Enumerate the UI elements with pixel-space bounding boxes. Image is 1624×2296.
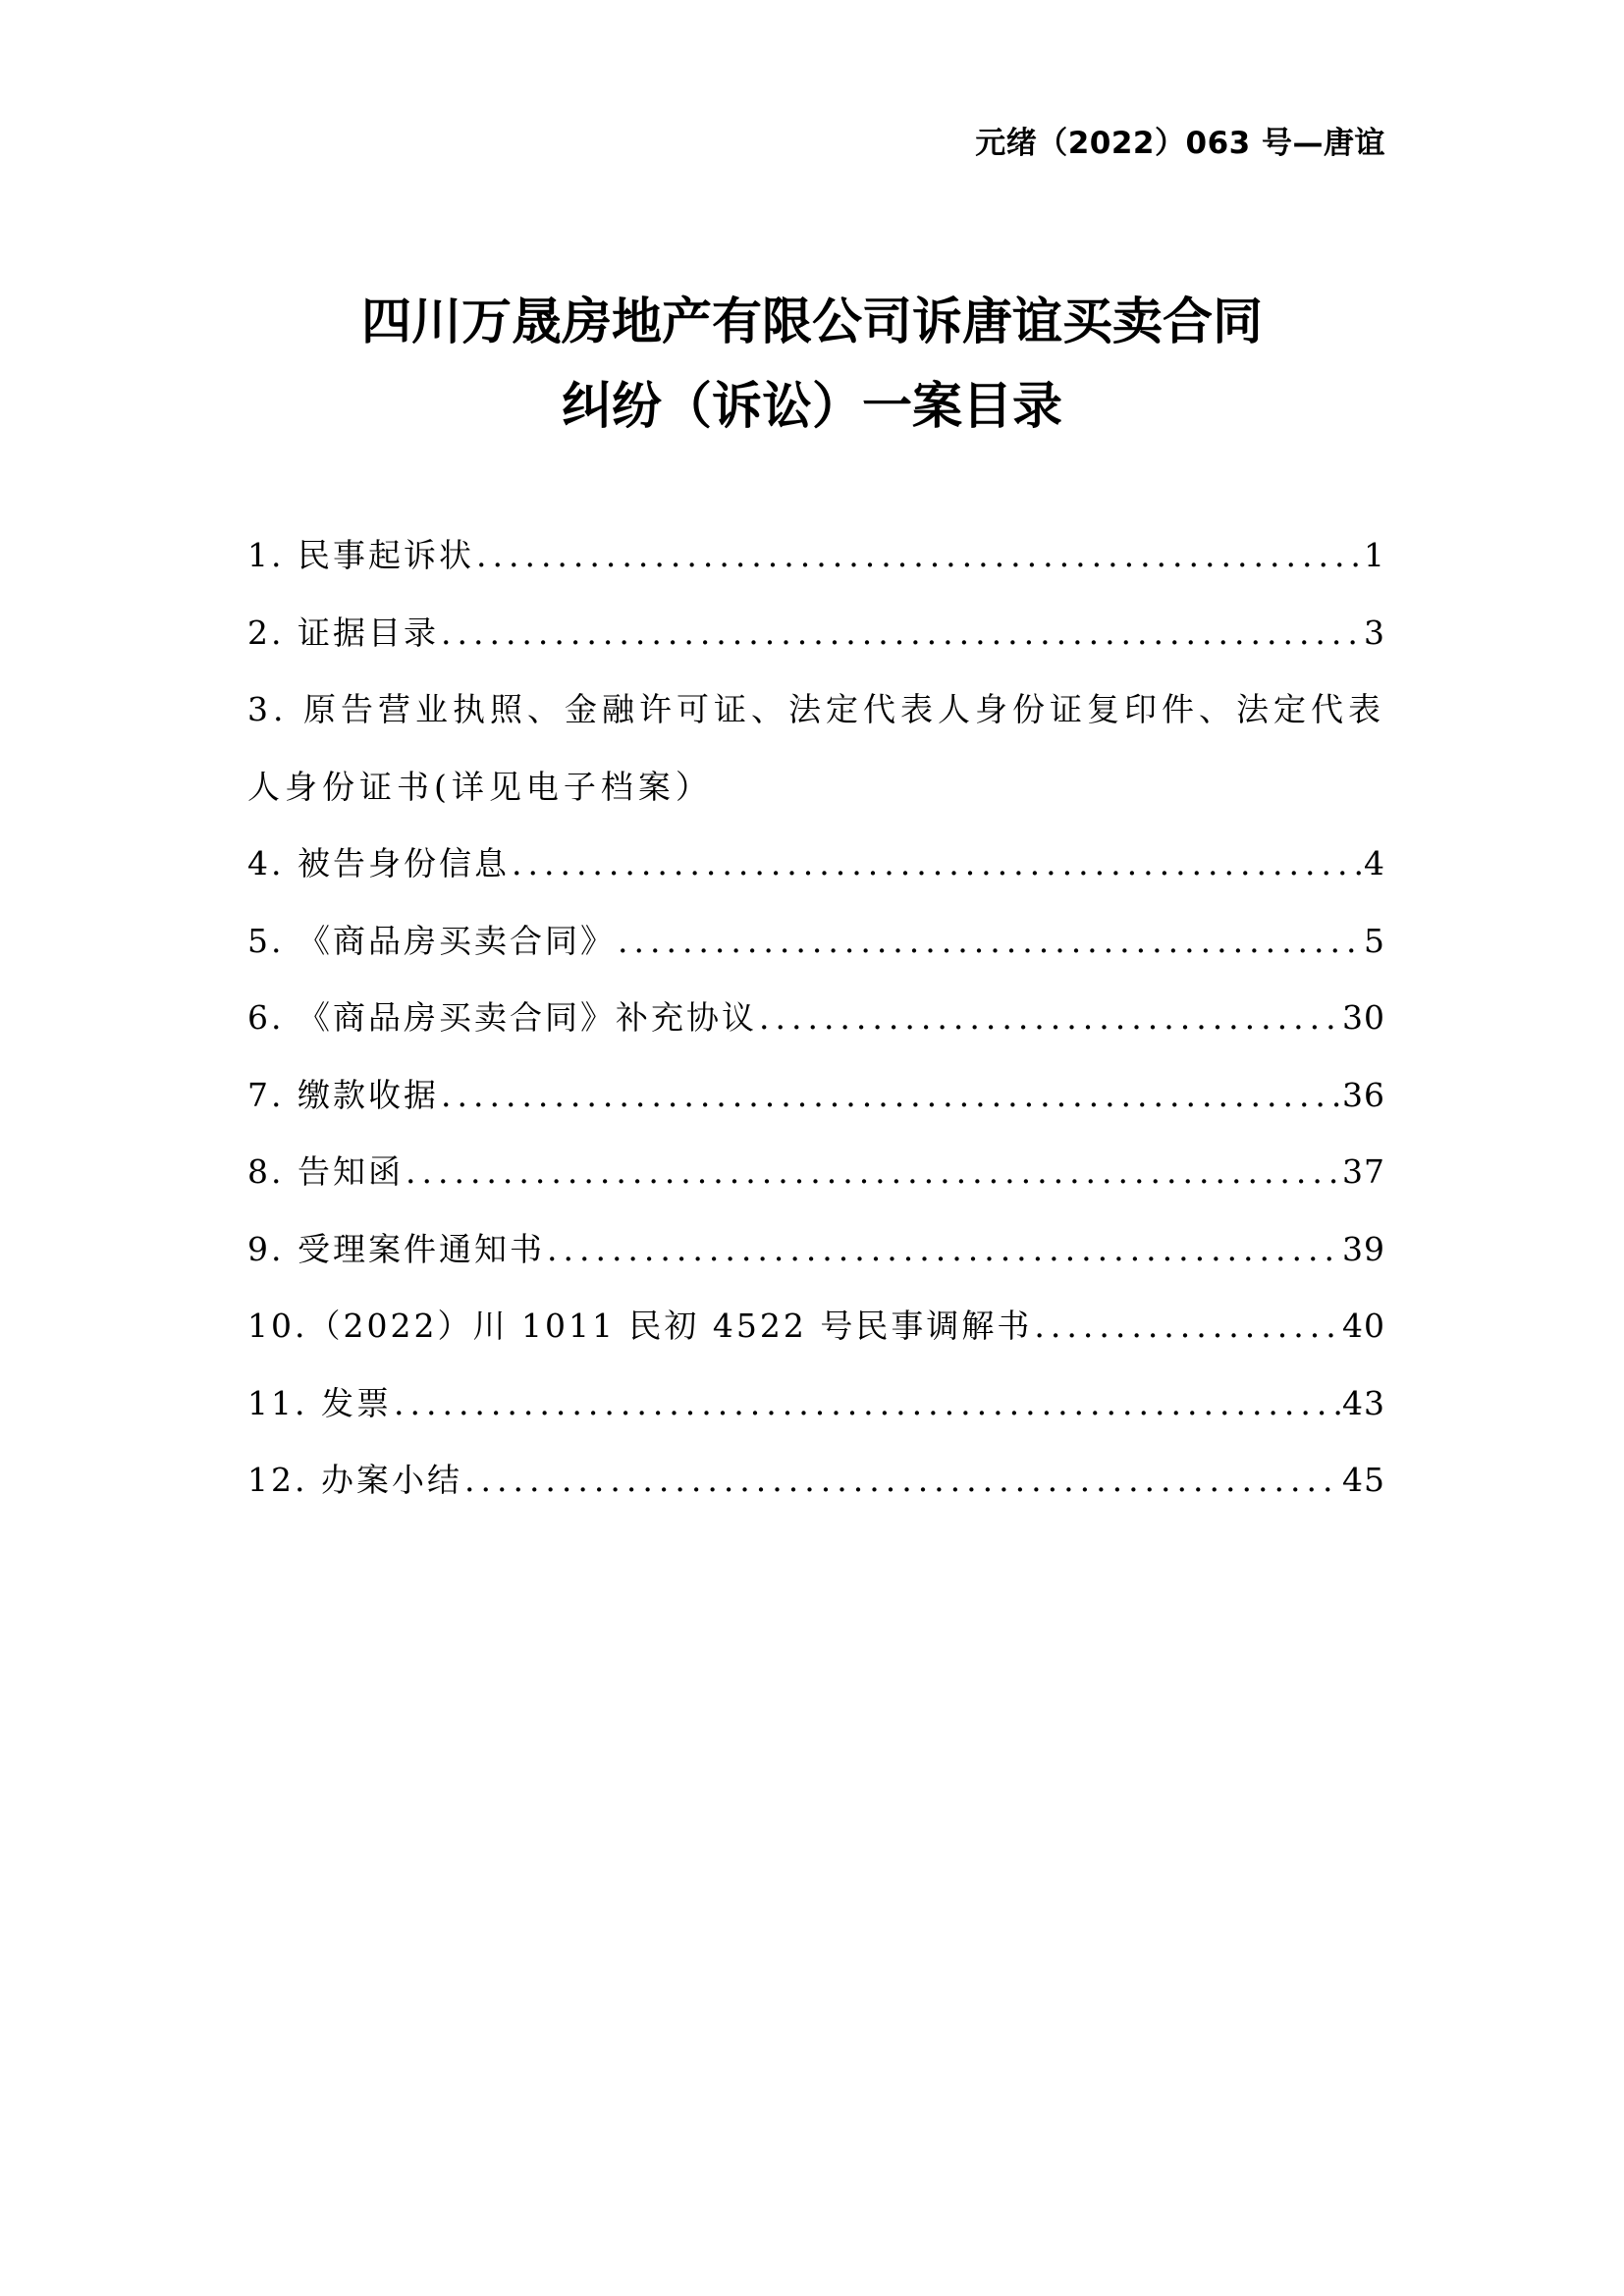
dot-leader <box>759 980 1340 1057</box>
dot-leader <box>406 1134 1340 1211</box>
toc-item-page: 37 <box>1342 1152 1385 1191</box>
toc-item-page: 40 <box>1342 1307 1385 1345</box>
title-line-2: 纠纷（诉讼）一案目录 <box>561 378 1062 436</box>
dot-leader <box>512 826 1362 903</box>
toc-item-page: 3 <box>1364 613 1385 652</box>
toc-item-12 <box>247 1442 1385 1520</box>
toc-item-label: 9. 受理案件通知书 <box>247 1229 545 1268</box>
toc-item-label: 1. 民事起诉状 <box>247 536 474 574</box>
toc-item-label: 4. 被告身份信息 <box>247 844 510 882</box>
document-title <box>0 281 1624 450</box>
toc-item-page: 36 <box>1342 1075 1385 1114</box>
toc-item-3 <box>247 671 1385 826</box>
toc-item-label: 8. 告知函 <box>247 1152 404 1191</box>
dot-leader <box>441 595 1362 672</box>
dot-leader <box>476 517 1362 595</box>
toc-item-8 <box>247 1134 1385 1211</box>
dot-leader <box>547 1211 1340 1289</box>
table-of-contents <box>247 517 1385 1520</box>
toc-item-7 <box>247 1057 1385 1135</box>
toc-item-page: 39 <box>1342 1229 1385 1268</box>
toc-item-label: 6. 《商品房买卖合同》补充协议 <box>247 998 757 1037</box>
toc-item-label: 5. 《商品房买卖合同》 <box>247 921 616 960</box>
toc-item-6 <box>247 980 1385 1057</box>
toc-item-page: 43 <box>1342 1383 1385 1422</box>
toc-item-label: 10.（2022）川 1011 民初 4522 号民事调解书 <box>247 1307 1033 1345</box>
toc-item-11 <box>247 1365 1385 1443</box>
toc-item-page: 4 <box>1364 844 1385 882</box>
toc-item-1 <box>247 517 1385 595</box>
toc-item-10 <box>247 1288 1385 1365</box>
dot-leader <box>441 1057 1340 1135</box>
toc-item-label: 11. 发票 <box>247 1383 392 1422</box>
dot-leader <box>618 903 1362 981</box>
toc-item-page: 30 <box>1342 998 1385 1037</box>
toc-item-9 <box>247 1211 1385 1289</box>
case-number: 元绪（2022）063 号—唐谊 <box>975 126 1385 161</box>
toc-item-4 <box>247 826 1385 903</box>
toc-item-label: 2. 证据目录 <box>247 613 439 652</box>
title-line-1: 四川万晟房地产有限公司诉唐谊买卖合同 <box>360 294 1263 351</box>
toc-item-page: 45 <box>1342 1461 1385 1499</box>
dot-leader <box>394 1365 1340 1443</box>
toc-item-label: 7. 缴款收据 <box>247 1075 439 1114</box>
dot-leader <box>464 1442 1340 1520</box>
toc-item-label: 12. 办案小结 <box>247 1461 462 1499</box>
toc-item-label: 3. 原告营业执照、金融许可证、法定代表人身份证复印件、法定代表人身份证书(详见电子档案） <box>247 690 1385 806</box>
toc-item-page: 1 <box>1364 536 1385 574</box>
dot-leader <box>1034 1288 1340 1365</box>
toc-item-5 <box>247 903 1385 981</box>
toc-item-page: 5 <box>1364 921 1385 960</box>
toc-item-2 <box>247 595 1385 672</box>
